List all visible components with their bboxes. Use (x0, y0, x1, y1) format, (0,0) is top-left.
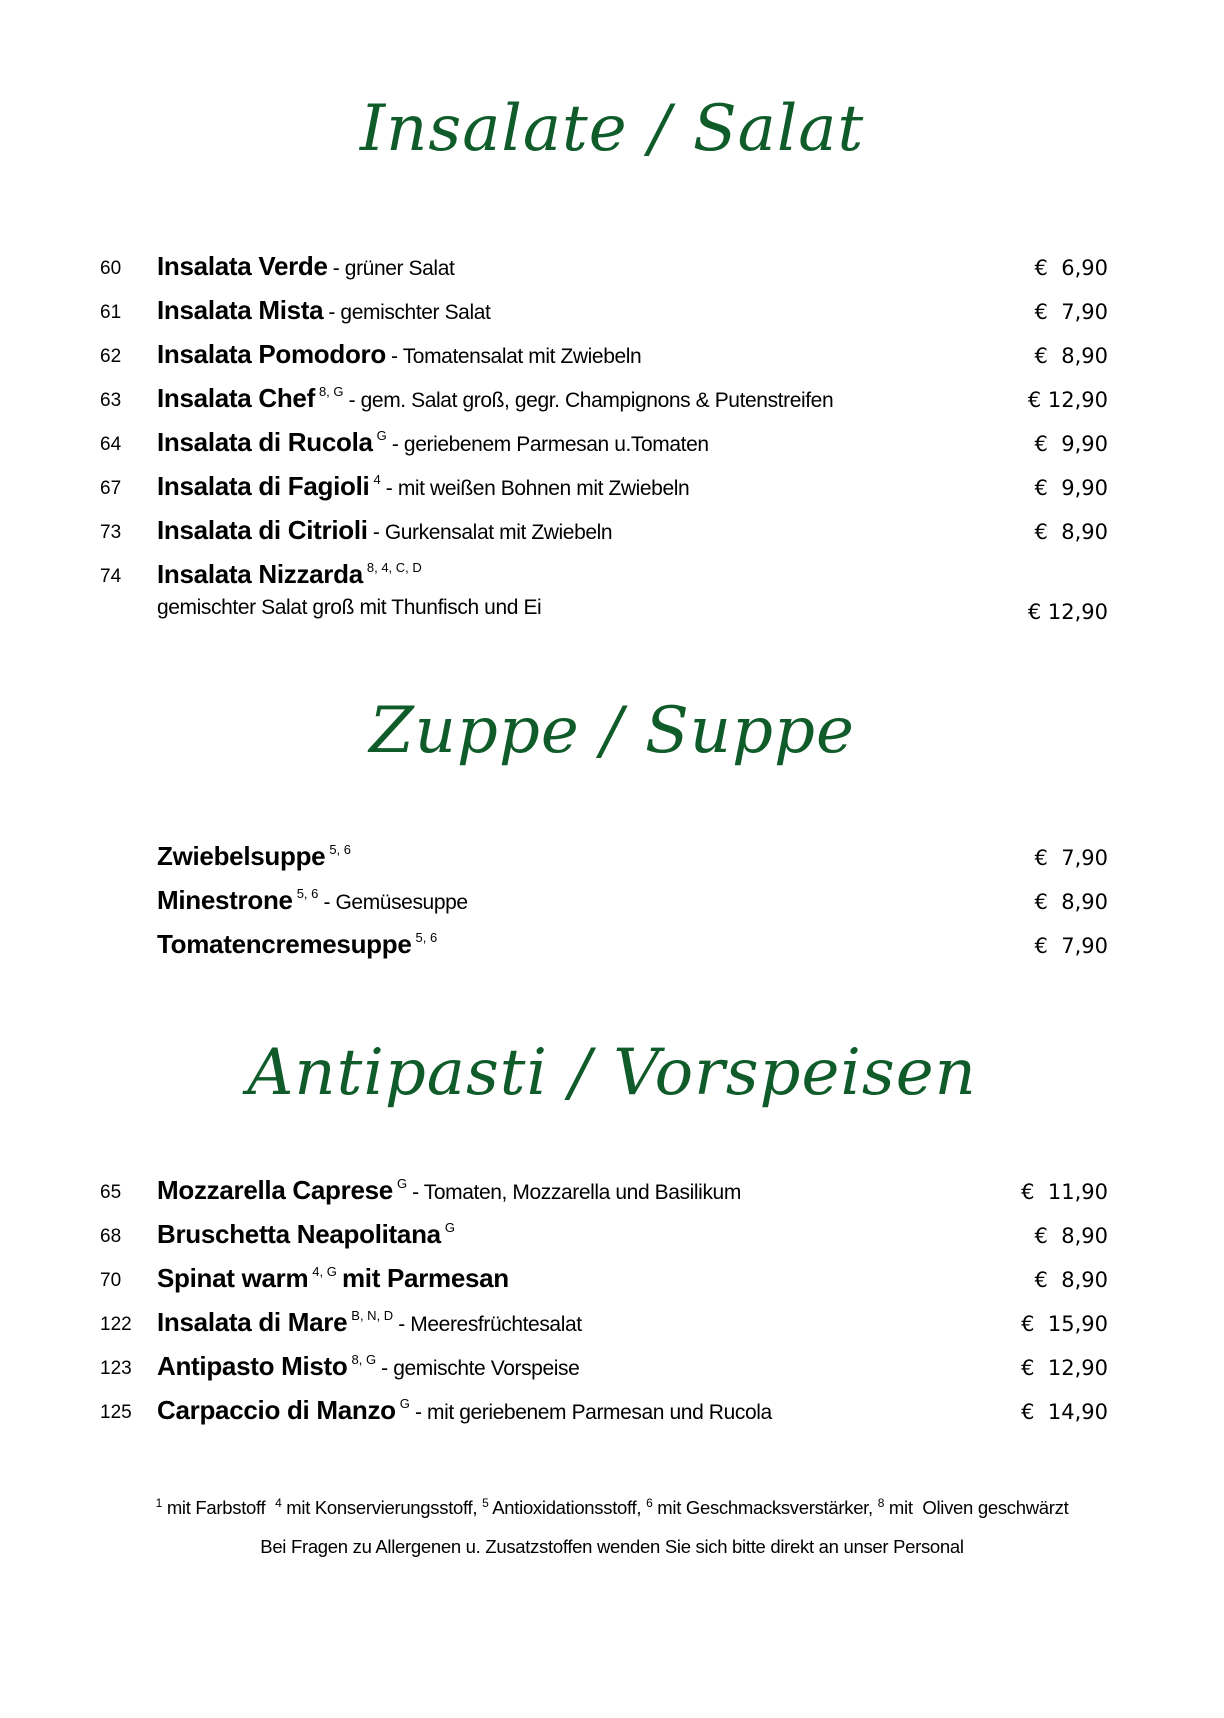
item-name: Mozzarella Caprese (157, 1175, 393, 1205)
item-number: 125 (100, 1402, 132, 1423)
item-description: - geriebenem Parmesan u.Tomaten (391, 433, 709, 456)
item-price: € 8,90 (1034, 1268, 1108, 1292)
item-name: Insalata di Fagioli (157, 471, 370, 501)
item-name: Insalata Verde (157, 251, 328, 281)
item-number: 65 (100, 1182, 122, 1203)
item-description: - Meeresfrüchtesalat (398, 1313, 582, 1336)
footnote-text: mit Konservierungsstoff, (286, 1497, 478, 1518)
menu-item (0, 838, 1224, 878)
item-price: € 9,90 (1034, 476, 1108, 500)
allergen-codes: G (399, 1396, 410, 1411)
item-number: 60 (100, 258, 122, 279)
item-price: € 8,90 (1034, 890, 1108, 914)
menu-item (0, 1260, 1224, 1300)
menu-item (0, 926, 1224, 966)
item-price: € 7,90 (1034, 934, 1108, 958)
item-name: Insalata Nizzarda (157, 559, 363, 589)
allergen-codes: G (444, 1220, 455, 1235)
item-number: 67 (100, 478, 122, 499)
allergen-codes: 5, 6 (329, 842, 352, 857)
allergen-notice: Bei Fragen zu Allergenen u. Zusatzstoffen wenden Sie sich bitte direkt an unser Personal (260, 1536, 964, 1557)
allergen-codes: 5, 6 (296, 886, 319, 901)
item-number: 73 (100, 522, 122, 543)
item-price: € 12,90 (1027, 388, 1108, 412)
menu-item (0, 1348, 1224, 1388)
item-number: 64 (100, 434, 122, 455)
item-price: € 7,90 (1034, 846, 1108, 870)
footnote-mark: 6 (646, 1496, 653, 1510)
item-price: € 14,90 (1021, 1400, 1108, 1424)
item-price: € 6,90 (1034, 256, 1108, 280)
item-name: Bruschetta Neapolitana (157, 1219, 441, 1249)
item-name: Tomatencremesuppe (157, 929, 412, 959)
footnote-text: mit Oliven geschwärzt (888, 1497, 1069, 1518)
menu-item (0, 292, 1224, 332)
item-name: Zwiebelsuppe (157, 841, 326, 871)
allergen-codes: 8, G (318, 384, 344, 399)
menu-item (0, 882, 1224, 922)
item-description: - gem. Salat groß, gegr. Champignons & Putenstreifen (348, 389, 834, 412)
item-name: Insalata di Mare (157, 1307, 348, 1337)
item-number: 63 (100, 390, 122, 411)
item-name: Carpaccio di Manzo (157, 1395, 396, 1425)
item-number: 68 (100, 1226, 122, 1247)
allergen-codes: G (396, 1176, 408, 1191)
menu-item (0, 380, 1224, 420)
section-title-vorspeisen: Antipasti / Vorspeisen (247, 1036, 977, 1110)
menu-item (0, 468, 1224, 508)
allergen-codes: G (376, 428, 387, 443)
item-price: € 9,90 (1034, 432, 1108, 456)
item-number: 122 (100, 1314, 132, 1335)
menu-item (0, 556, 1224, 596)
item-name: Insalata Pomodoro (157, 339, 386, 369)
item-name: Spinat warm (157, 1263, 309, 1293)
menu-item (0, 1172, 1224, 1212)
item-name: Antipasto Misto (157, 1351, 348, 1381)
item-number: 74 (100, 566, 122, 587)
menu-item (0, 1216, 1224, 1256)
item-price: € 8,90 (1034, 344, 1108, 368)
item-description: - grüner Salat (332, 257, 455, 280)
menu-item (0, 1304, 1224, 1344)
menu-item (0, 512, 1224, 552)
item-price: € 8,90 (1034, 1224, 1108, 1248)
menu-item (0, 248, 1224, 288)
item-name: Insalata di Rucola (157, 427, 373, 457)
item-price: € 12,90 (1021, 1356, 1108, 1380)
menu-item-continuation (0, 592, 1224, 632)
item-description: - mit geriebenem Parmesan und Rucola (414, 1401, 772, 1424)
item-number: 61 (100, 302, 122, 323)
item-description: - Gemüsesuppe (323, 891, 468, 914)
item-description: - gemischter Salat (328, 301, 491, 324)
footnote-mark: 8 (877, 1496, 885, 1510)
additive-footnotes (0, 1496, 1224, 1519)
item-description: - Tomaten, Mozzarella und Basilikum (412, 1181, 741, 1204)
menu-item (0, 336, 1224, 376)
footnote-mark: 4 (275, 1496, 282, 1510)
item-number: 62 (100, 346, 122, 367)
footnote-text: mit Geschmacksverstärker, (657, 1497, 873, 1518)
item-description: - Gurkensalat mit Zwiebeln (372, 521, 613, 544)
footnote-mark: 5 (482, 1496, 489, 1510)
footnote-mark: 1 (155, 1496, 162, 1510)
allergen-codes: 4, G (312, 1264, 337, 1279)
item-price: € 11,90 (1021, 1180, 1108, 1204)
item-price: € 7,90 (1034, 300, 1108, 324)
footnote-text: mit Farbstoff (166, 1497, 266, 1518)
allergen-codes: 8, 4, C, D (366, 560, 422, 575)
item-description: - mit weißen Bohnen mit Zwiebeln (385, 477, 690, 500)
item-name: Insalata Mista (157, 295, 324, 325)
section-title-salat: Insalate / Salat (359, 92, 865, 166)
allergen-codes: 8, G (351, 1352, 377, 1367)
item-price: € 12,90 (1027, 600, 1108, 624)
menu-item (0, 1392, 1224, 1432)
section-title-suppe: Zuppe / Suppe (369, 694, 855, 768)
allergen-codes: 4 (373, 472, 381, 487)
item-name: Insalata Chef (157, 383, 315, 413)
item-description: - gemischte Vorspeise (381, 1357, 580, 1380)
item-description: gemischter Salat groß mit Thunfisch und Ei (157, 596, 542, 619)
menu-item (0, 424, 1224, 464)
item-description: - Tomatensalat mit Zwiebeln (391, 345, 642, 368)
item-name: Minestrone (157, 885, 293, 915)
allergen-codes: B, N, D (351, 1308, 394, 1323)
allergen-codes: 5, 6 (415, 930, 438, 945)
item-number: 70 (100, 1270, 122, 1291)
item-price: € 15,90 (1021, 1312, 1108, 1336)
item-price: € 8,90 (1034, 520, 1108, 544)
item-number: 123 (100, 1358, 132, 1379)
footnote-text: Antioxidationsstoff, (492, 1497, 642, 1518)
item-name-suffix: mit Parmesan (341, 1263, 509, 1293)
item-name: Insalata di Citrioli (157, 515, 368, 545)
